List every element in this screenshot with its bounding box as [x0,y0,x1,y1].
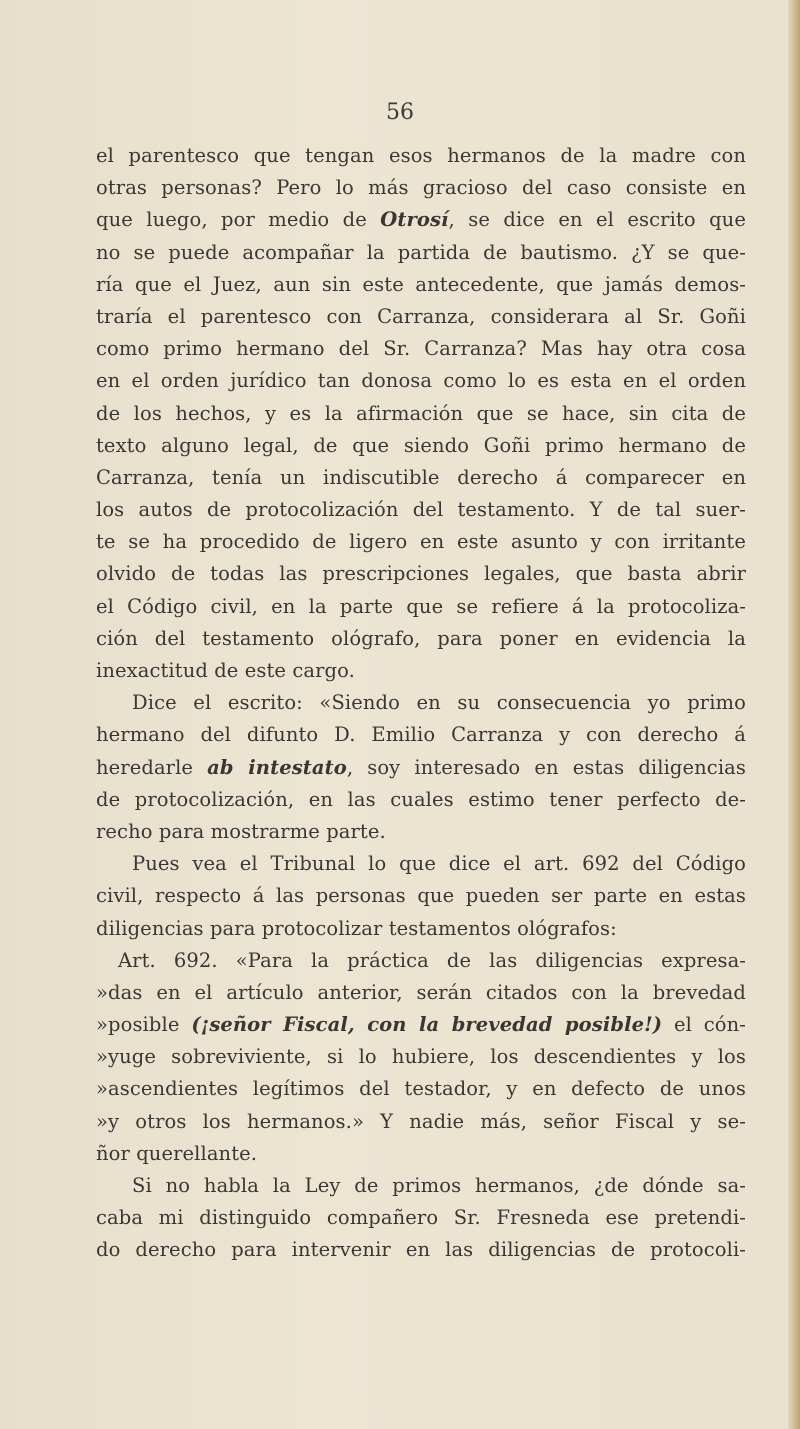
text-line: »yuge sobreviviente, si lo hubiere, los descendientes y los [96,1045,746,1069]
text-line: como primo hermano del Sr. Carranza? Mas hay otra cosa [96,337,746,361]
text-line: do derecho para intervenir en las diligencias de protocoli- [96,1238,746,1262]
text-line: de los hechos, y es la afirmación que se hace, sin cita de [96,401,746,425]
text-line: Art. 692. «Para la práctica de las diligencias expresa- [118,948,746,972]
text-line: ñor querellante. [96,1141,258,1165]
text-line [96,204,746,236]
italic-phrase: (¡señor Fiscal, con la brevedad posible!) [191,1013,663,1037]
text-line: »y otros los hermanos.» Y nadie más, señor Fiscal y se- [96,1109,746,1133]
text-line: civil, respecto á las personas que pueden ser parte en estas [96,884,746,908]
text-line: ría que el Juez, aun sin este antecedente, que jamás demos- [96,272,746,296]
text-line: Pues vea el Tribunal lo que dice el art. 692 del Código [132,852,746,876]
text-line: ción del testamento ológrafo, para poner en evidencia la [96,626,746,650]
text-line [96,752,746,784]
text-line: inexactitud de este cargo. [96,659,355,682]
text-fragment: , se dice en el escrito que [448,208,746,232]
text-fragment: el cón- [662,1013,746,1037]
body-text [96,140,746,1267]
text-line: el Código civil, en la parte que se refiere á la protocoliza- [96,594,746,618]
text-line: Si no habla la Ley de primos hermanos, ¿de dónde sa- [132,1174,746,1197]
text-line: Dice el escrito: «Siendo en su consecuencia yo primo [132,691,746,715]
text-line: caba mi distinguido compañero Sr. Fresneda ese pretendi- [96,1206,746,1230]
text-line: texto alguno legal, de que siendo Goñi primo hermano de [96,433,746,457]
text-line: te se ha procedido de ligero en este asunto y con irritante [96,530,746,554]
italic-phrase: ab intestato [207,755,347,779]
text-line: hermano del difunto D. Emilio Carranza y con derecho á [96,723,746,747]
page-number: 56 [386,100,414,125]
text-fragment: »posible [96,1013,192,1037]
text-line: »das en el artículo anterior, serán citados con la brevedad [96,980,746,1004]
text-line: olvido de todas las prescripciones legales, que basta abrir [96,562,746,586]
text-line: traría el parentesco con Carranza, considerara al Sr. Goñi [96,304,746,328]
text-line: en el orden jurídico tan donosa como lo es esta en el orden [96,369,746,393]
text-fragment: que luego, por medio de [96,208,381,232]
text-line: no se puede acompañar la partida de bautismo. ¿Y se que- [96,240,746,264]
text-line: Carranza, tenía un indiscutible derecho á comparecer en [96,465,746,489]
text-line [96,1009,746,1041]
text-line: los autos de protocolización del testamento. Y de tal suer- [96,498,746,522]
italic-phrase: Otrosí [380,208,449,232]
text-line: »ascendientes legítimos del testador, y en defecto de unos [96,1077,746,1101]
text-fragment: heredarle [96,755,208,779]
page-edge-stain [788,0,800,1429]
text-line: diligencias para protocolizar testamentos ológrafos: [96,916,617,940]
text-line: de protocolización, en las cuales estimo tener perfecto de- [96,787,746,811]
text-line: otras personas? Pero lo más gracioso del caso consiste en [96,176,746,200]
text-fragment: , soy interesado en estas diligencias [346,755,746,779]
text-line: el parentesco que tengan esos hermanos de la madre con [96,144,746,167]
text-line: recho para mostrarme parte. [96,819,386,843]
